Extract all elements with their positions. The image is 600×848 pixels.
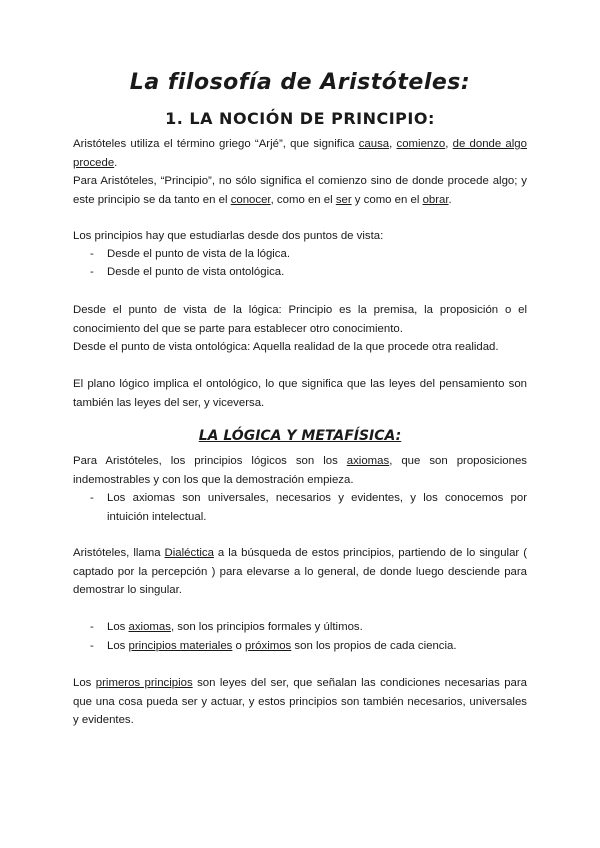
text: .: [448, 193, 452, 206]
underlined-term: primeros principios: [95, 677, 193, 689]
list-item: [90, 263, 527, 282]
list-dash: -: [90, 492, 94, 504]
underlined-term: axiomas: [346, 455, 390, 467]
text: o: [232, 640, 246, 652]
underlined-term: conocer: [230, 193, 271, 206]
underlined-term: causa: [358, 138, 390, 150]
underlined-term: Dialéctica: [164, 547, 214, 559]
list-dash: -: [90, 640, 94, 652]
list-item-text: Los axiomas son universales, necesarios y evidentes, y los conocemos por intuición intelectual.: [107, 492, 527, 523]
paragraph-dialectica: [73, 544, 527, 600]
text: son leyes del ser, que señalan las condiciones necesarias para que una cosa pueda ser y actuar, y estos principios son también necesarios, universales y evidentes.: [73, 677, 527, 727]
text: Aristóteles utiliza el término griego “Arjé”, que significa: [73, 138, 359, 150]
underlined-term: comienzo: [396, 138, 446, 150]
list-item-text: [107, 640, 457, 652]
list-item-text: Desde el punto de vista de la lógica.: [107, 248, 291, 260]
list-item-text: Desde el punto de vista ontológica.: [107, 266, 285, 278]
underlined-term: ser: [335, 193, 352, 206]
text: ,: [389, 138, 397, 150]
list-dash: -: [90, 248, 94, 260]
text: , como en el: [270, 193, 336, 206]
section-title-2: LA LÓGICA Y METAFÍSICA:: [198, 428, 402, 444]
text: a la búsqueda de estos principios, partiendo de lo singular ( captado por la percepción ) para elevarse a lo general, de donde luego desciende para demostrar lo singular.: [73, 547, 527, 597]
paragraph-principio: [73, 172, 527, 209]
paragraph-arje: [73, 135, 527, 172]
underlined-term: próximos: [245, 640, 292, 652]
paragraph-logica: Desde el punto de vista de la lógica: Principio es la premisa, la proposición o el conocimiento del que se parte para establecer otro conocimiento.: [73, 304, 527, 335]
text: Los: [107, 621, 129, 633]
text: .: [114, 156, 118, 169]
list-item: [90, 637, 527, 656]
underlined-term: obrar: [422, 193, 449, 206]
text: Los: [73, 677, 96, 689]
list-dash: -: [90, 266, 94, 278]
paragraph-puntos-de-vista: Los principios hay que estudiarlas desde dos puntos de vista:: [73, 230, 384, 242]
text: y como en el: [351, 193, 423, 206]
list-item: [90, 618, 527, 637]
list-item: [90, 489, 527, 526]
text: Para Aristóteles, “Principio”, no sólo significa el comienzo sino de donde procede algo; y este principio se da tanto en el: [73, 175, 527, 206]
section-title-1: 1. LA NOCIÓN DE PRINCIPIO:: [165, 109, 435, 128]
text: Para Aristóteles, los principios lógicos son los: [73, 455, 347, 467]
list-item-text: [107, 621, 363, 633]
paragraph-ontologica: Desde el punto de vista ontológica: Aquella realidad de la que procede otra realidad.: [73, 341, 499, 353]
document-title: La filosofía de Aristóteles:: [129, 70, 471, 95]
underlined-term: de donde algo procede: [73, 138, 527, 169]
list-dash: -: [90, 621, 94, 633]
underlined-term: axiomas: [128, 621, 171, 633]
text: , que son proposiciones indemostrables y con los que la demostración empieza.: [73, 455, 527, 486]
text: son los propios de cada ciencia.: [291, 640, 457, 652]
text: Aristóteles, llama: [73, 547, 165, 559]
list-item: [90, 245, 527, 264]
text: Los: [107, 640, 129, 652]
paragraph-plano-logico: El plano lógico implica el ontológico, lo que significa que las leyes del pensamiento son también las leyes del ser, y viceversa.: [73, 378, 527, 409]
text: , son los principios formales y últimos.: [170, 621, 363, 633]
paragraph-primeros-principios: [73, 674, 527, 730]
paragraph-axiomas: [73, 452, 527, 489]
text: ,: [445, 138, 453, 150]
underlined-term: principios materiales: [128, 640, 233, 652]
